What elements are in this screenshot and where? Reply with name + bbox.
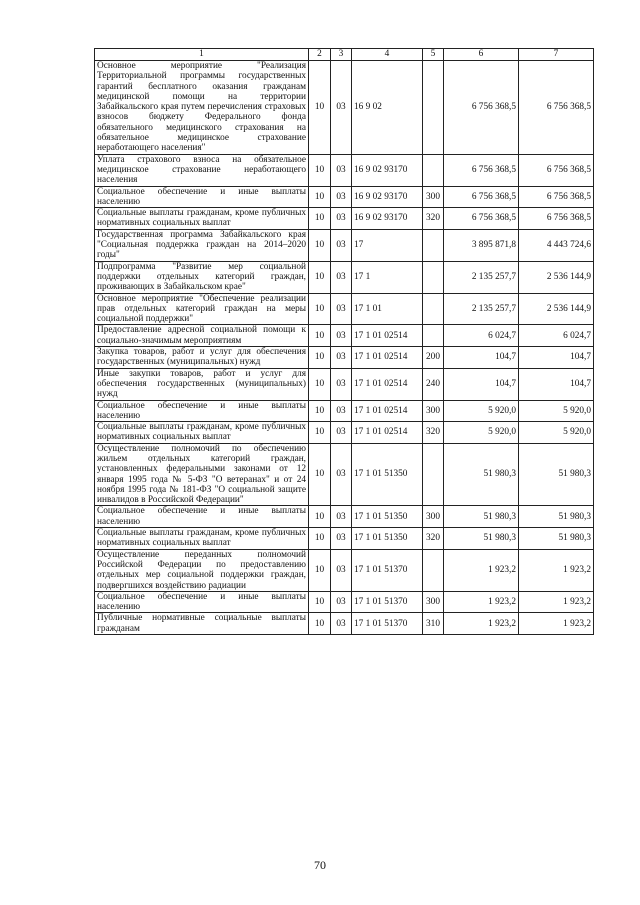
table-row	[95, 549, 594, 591]
subsection-code-cell: 03	[331, 261, 352, 293]
amount-year1-cell: 3 895 871,8	[444, 229, 519, 261]
amount-year1-cell: 2 135 257,7	[444, 261, 519, 293]
amount-year2-cell: 51 980,3	[519, 528, 594, 550]
row-name-cell: Осуществление переданных полномочий Российской Федерации по предоставлению отдельных мер социальной поддержки граждан, подвергшихся воздействию радиации	[95, 549, 309, 591]
expense-type-cell	[423, 229, 444, 261]
table-row	[95, 261, 594, 293]
row-name-cell: Основное мероприятие "Обеспечение реализации прав отдельных категорий граждан на меры социальной поддержки"	[95, 293, 309, 325]
subsection-code-cell: 03	[331, 506, 352, 528]
row-name-cell: Предоставление адресной социальной помощи к социально-значимым мероприятиям	[95, 325, 309, 347]
section-code-cell: 10	[309, 591, 331, 613]
amount-year2-cell: 6 024,7	[519, 325, 594, 347]
target-article-cell: 17 1 01 51370	[352, 549, 423, 591]
section-code-cell: 10	[309, 261, 331, 293]
row-name-cell: Социальные выплаты гражданам, кроме публичных нормативных социальных выплат	[95, 208, 309, 230]
amount-year2-cell: 1 923,2	[519, 591, 594, 613]
target-article-cell: 17 1 01 02514	[352, 325, 423, 347]
target-article-cell: 17 1 01 51370	[352, 591, 423, 613]
amount-year1-cell: 1 923,2	[444, 549, 519, 591]
section-code-cell: 10	[309, 154, 331, 186]
target-article-cell: 17 1 01 02514	[352, 422, 423, 444]
table-row	[95, 229, 594, 261]
table-row	[95, 61, 594, 155]
amount-year1-cell: 6 756 368,5	[444, 61, 519, 155]
expense-type-cell: 300	[423, 400, 444, 422]
target-article-cell: 17 1 01	[352, 293, 423, 325]
section-code-cell: 10	[309, 325, 331, 347]
table-row	[95, 506, 594, 528]
row-name-cell: Публичные нормативные социальные выплаты гражданам	[95, 613, 309, 635]
amount-year2-cell: 51 980,3	[519, 443, 594, 506]
row-name-cell: Социальные выплаты гражданам, кроме публичных нормативных социальных выплат	[95, 528, 309, 550]
subsection-code-cell: 03	[331, 549, 352, 591]
target-article-cell: 17 1 01 02514	[352, 347, 423, 369]
row-name-cell: Социальные выплаты гражданам, кроме публичных нормативных социальных выплат	[95, 422, 309, 444]
amount-year1-cell: 5 920,0	[444, 422, 519, 444]
table-row	[95, 400, 594, 422]
expense-type-cell	[423, 293, 444, 325]
subsection-code-cell: 03	[331, 400, 352, 422]
amount-year1-cell: 6 756 368,5	[444, 186, 519, 208]
amount-year1-cell: 2 135 257,7	[444, 293, 519, 325]
target-article-cell: 17 1 01 51350	[352, 528, 423, 550]
amount-year1-cell: 1 923,2	[444, 591, 519, 613]
amount-year2-cell: 6 756 368,5	[519, 154, 594, 186]
section-code-cell: 10	[309, 506, 331, 528]
expense-type-cell: 300	[423, 506, 444, 528]
amount-year1-cell: 51 980,3	[444, 528, 519, 550]
table-row	[95, 325, 594, 347]
row-name-cell: Социальное обеспечение и иные выплаты населению	[95, 186, 309, 208]
target-article-cell: 17 1 01 02514	[352, 368, 423, 400]
amount-year1-cell: 6 756 368,5	[444, 208, 519, 230]
subsection-code-cell: 03	[331, 293, 352, 325]
target-article-cell: 17 1 01 51370	[352, 613, 423, 635]
row-name-cell: Социальное обеспечение и иные выплаты населению	[95, 591, 309, 613]
amount-year2-cell: 5 920,0	[519, 422, 594, 444]
amount-year2-cell: 1 923,2	[519, 549, 594, 591]
amount-year1-cell: 6 756 368,5	[444, 154, 519, 186]
page-number: 70	[314, 858, 326, 872]
amount-year2-cell: 51 980,3	[519, 506, 594, 528]
row-name-cell: Закупка товаров, работ и услуг для обеспечения государственных (муниципальных) нужд	[95, 347, 309, 369]
subsection-code-cell: 03	[331, 325, 352, 347]
expense-type-cell	[423, 325, 444, 347]
amount-year1-cell: 6 024,7	[444, 325, 519, 347]
header-col-5: 5	[423, 49, 444, 61]
subsection-code-cell: 03	[331, 208, 352, 230]
table-row	[95, 368, 594, 400]
section-code-cell: 10	[309, 368, 331, 400]
amount-year2-cell: 1 923,2	[519, 613, 594, 635]
table-row	[95, 208, 594, 230]
amount-year2-cell: 104,7	[519, 368, 594, 400]
section-code-cell: 10	[309, 229, 331, 261]
table-row	[95, 613, 594, 635]
table-body	[95, 61, 594, 635]
table-row	[95, 443, 594, 506]
budget-table	[94, 48, 594, 635]
amount-year1-cell: 5 920,0	[444, 400, 519, 422]
expense-type-cell: 320	[423, 208, 444, 230]
expense-type-cell	[423, 549, 444, 591]
header-col-3: 3	[331, 49, 352, 61]
expense-type-cell: 300	[423, 186, 444, 208]
section-code-cell: 10	[309, 613, 331, 635]
subsection-code-cell: 03	[331, 347, 352, 369]
subsection-code-cell: 03	[331, 154, 352, 186]
section-code-cell: 10	[309, 347, 331, 369]
expense-type-cell: 300	[423, 591, 444, 613]
expense-type-cell	[423, 261, 444, 293]
section-code-cell: 10	[309, 186, 331, 208]
section-code-cell: 10	[309, 61, 331, 155]
subsection-code-cell: 03	[331, 61, 352, 155]
target-article-cell: 16 9 02 93170	[352, 208, 423, 230]
amount-year2-cell: 104,7	[519, 347, 594, 369]
subsection-code-cell: 03	[331, 422, 352, 444]
expense-type-cell: 320	[423, 422, 444, 444]
header-row	[95, 49, 594, 61]
amount-year1-cell: 104,7	[444, 368, 519, 400]
subsection-code-cell: 03	[331, 229, 352, 261]
table-row	[95, 528, 594, 550]
row-name-cell: Осуществление полномочий по обеспечению жильем отдельных категорий граждан, установленных федеральными законами от 12 января 1995 года № 5-ФЗ "О ветеранах" и от 24 ноября 1995 года № 181-ФЗ "О социальной защите инвалидов в Российской Федерации"	[95, 443, 309, 506]
section-code-cell: 10	[309, 422, 331, 444]
row-name-cell: Социальное обеспечение и иные выплаты населению	[95, 400, 309, 422]
amount-year1-cell: 104,7	[444, 347, 519, 369]
amount-year2-cell: 5 920,0	[519, 400, 594, 422]
row-name-cell: Социальное обеспечение и иные выплаты населению	[95, 506, 309, 528]
row-name-cell: Основное мероприятие "Реализация Территориальной программы государственных гарантий бесплатного оказания гражданам медицинской помощи на территории Забайкальского края путем перечисления страховых взносов бюджету Федерального фонда обязательного медицинского страхования на обязательное медицинское страхование неработающего населения"	[95, 61, 309, 155]
target-article-cell: 17 1 01 02514	[352, 400, 423, 422]
section-code-cell: 10	[309, 208, 331, 230]
section-code-cell: 10	[309, 293, 331, 325]
target-article-cell: 16 9 02 93170	[352, 154, 423, 186]
row-name-cell: Иные закупки товаров, работ и услуг для обеспечения государственных (муниципальных) нужд	[95, 368, 309, 400]
amount-year2-cell: 6 756 368,5	[519, 61, 594, 155]
target-article-cell: 16 9 02 93170	[352, 186, 423, 208]
expense-type-cell	[423, 61, 444, 155]
amount-year2-cell: 2 536 144,9	[519, 293, 594, 325]
table-row	[95, 293, 594, 325]
expense-type-cell	[423, 443, 444, 506]
header-col-6: 6	[444, 49, 519, 61]
expense-type-cell: 200	[423, 347, 444, 369]
subsection-code-cell: 03	[331, 443, 352, 506]
section-code-cell: 10	[309, 549, 331, 591]
table-row	[95, 591, 594, 613]
subsection-code-cell: 03	[331, 613, 352, 635]
table-header	[95, 49, 594, 61]
amount-year2-cell: 6 756 368,5	[519, 186, 594, 208]
header-col-2: 2	[309, 49, 331, 61]
expense-type-cell	[423, 154, 444, 186]
header-col-1: 1	[95, 49, 309, 61]
expense-type-cell: 310	[423, 613, 444, 635]
target-article-cell: 17 1	[352, 261, 423, 293]
target-article-cell: 17 1 01 51350	[352, 506, 423, 528]
amount-year1-cell: 51 980,3	[444, 506, 519, 528]
target-article-cell: 17 1 01 51350	[352, 443, 423, 506]
amount-year2-cell: 6 756 368,5	[519, 208, 594, 230]
table-row	[95, 422, 594, 444]
expense-type-cell: 240	[423, 368, 444, 400]
header-col-4: 4	[352, 49, 423, 61]
section-code-cell: 10	[309, 528, 331, 550]
table-row	[95, 154, 594, 186]
table-row	[95, 347, 594, 369]
header-col-7: 7	[519, 49, 594, 61]
target-article-cell: 16 9 02	[352, 61, 423, 155]
amount-year2-cell: 4 443 724,6	[519, 229, 594, 261]
section-code-cell: 10	[309, 400, 331, 422]
amount-year1-cell: 51 980,3	[444, 443, 519, 506]
target-article-cell: 17	[352, 229, 423, 261]
row-name-cell: Подпрограмма "Развитие мер социальной поддержки отдельных категорий граждан, проживающих в Забайкальском крае"	[95, 261, 309, 293]
table-row	[95, 186, 594, 208]
amount-year1-cell: 1 923,2	[444, 613, 519, 635]
subsection-code-cell: 03	[331, 368, 352, 400]
subsection-code-cell: 03	[331, 591, 352, 613]
expense-type-cell: 320	[423, 528, 444, 550]
subsection-code-cell: 03	[331, 528, 352, 550]
row-name-cell: Уплата страхового взноса на обязательное медицинское страхование неработающего населения	[95, 154, 309, 186]
section-code-cell: 10	[309, 443, 331, 506]
subsection-code-cell: 03	[331, 186, 352, 208]
amount-year2-cell: 2 536 144,9	[519, 261, 594, 293]
row-name-cell: Государственная программа Забайкальского края "Социальная поддержка граждан на 2014–2020 годы"	[95, 229, 309, 261]
